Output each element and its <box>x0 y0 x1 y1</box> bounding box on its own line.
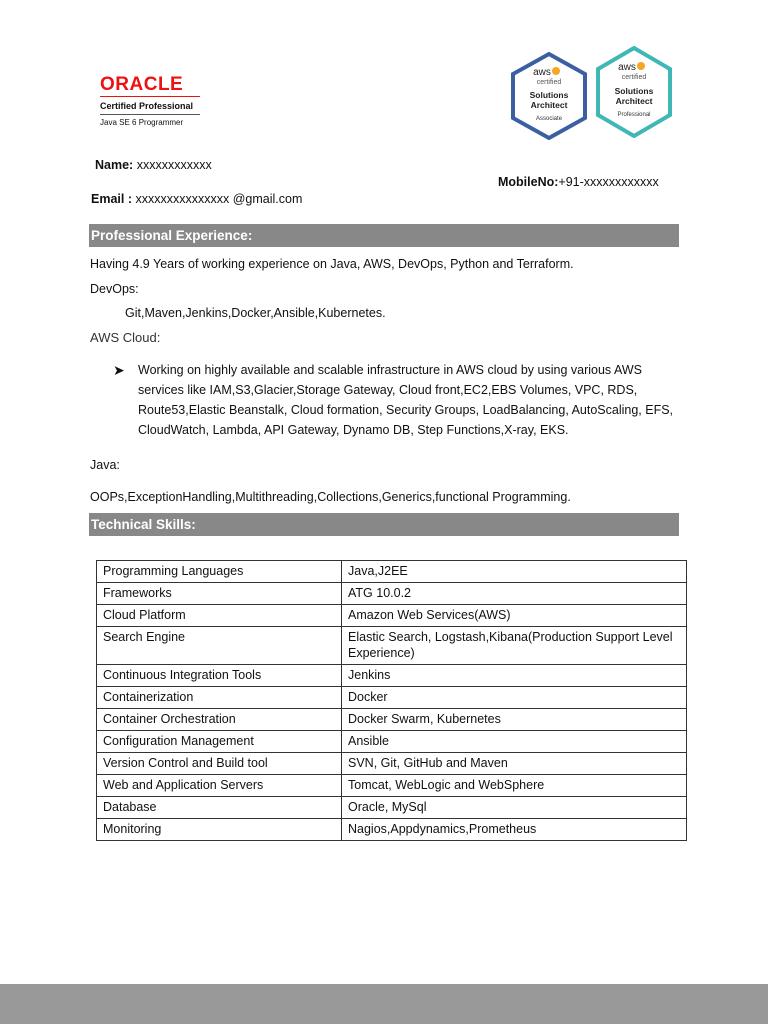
oracle-cert-title: Certified Professional <box>100 101 194 111</box>
skill-value: ATG 10.0.2 <box>342 583 687 605</box>
experience-heading: Professional Experience: <box>89 224 679 247</box>
table-row <box>97 731 687 753</box>
skill-value: Java,J2EE <box>342 561 687 583</box>
skill-category: Version Control and Build tool <box>97 753 342 775</box>
aws-bullet-line-3: Route53,Elastic Beanstalk, Cloud formation, Security Groups, LoadBalancing, AutoScaling, EFS, <box>138 403 674 417</box>
table-row <box>97 709 687 731</box>
skill-value: Docker Swarm, Kubernetes <box>342 709 687 731</box>
aws-cloud-label: AWS Cloud: <box>90 330 161 345</box>
oracle-wordmark: ORACLE <box>100 74 184 95</box>
skill-value: Amazon Web Services(AWS) <box>342 605 687 627</box>
skill-category: Containerization <box>97 687 342 709</box>
skill-category: Web and Application Servers <box>97 775 342 797</box>
table-row <box>97 687 687 709</box>
email-label: Email : <box>91 192 132 206</box>
devops-tools: Git,Maven,Jenkins,Docker,Ansible,Kubernetes. <box>125 306 386 320</box>
badge-certified: certified <box>621 74 647 81</box>
oracle-cert-sub: Java SE 6 Programmer <box>100 118 184 127</box>
skills-table <box>96 560 687 841</box>
table-row <box>97 561 687 583</box>
table-row <box>97 797 687 819</box>
aws-bullet-line-1: Working on highly available and scalable infrastructure in AWS cloud by using various AWS <box>138 363 642 377</box>
skill-value: SVN, Git, GitHub and Maven <box>342 753 687 775</box>
skill-value: Nagios,Appdynamics,Prometheus <box>342 819 687 841</box>
skill-category: Search Engine <box>97 627 342 665</box>
aws-check-icon <box>552 67 560 75</box>
skill-category: Container Orchestration <box>97 709 342 731</box>
table-row <box>97 753 687 775</box>
badge-level: Associate <box>535 116 563 122</box>
java-label: Java: <box>90 458 120 472</box>
skill-category: Configuration Management <box>97 731 342 753</box>
oracle-certified-logo <box>100 76 200 128</box>
name-label: Name: <box>95 158 134 172</box>
skill-category: Continuous Integration Tools <box>97 665 342 687</box>
badge-line1: Solutions <box>529 90 569 100</box>
badge-line1: Solutions <box>614 86 654 96</box>
badge-level: Professional <box>617 112 651 118</box>
skill-category: Cloud Platform <box>97 605 342 627</box>
skills-heading: Technical Skills: <box>89 513 679 536</box>
devops-label: DevOps: <box>90 282 139 296</box>
mobile-value: +91-xxxxxxxxxxxx <box>558 175 659 189</box>
skill-value: Oracle, MySql <box>342 797 687 819</box>
aws-associate-badge <box>510 52 588 140</box>
aws-bullet-line-4: CloudWatch, Lambda, API Gateway, Dynamo DB, Step Functions,X-ray, EKS. <box>138 423 569 437</box>
name-row <box>95 155 212 175</box>
table-row <box>97 605 687 627</box>
mobile-label: MobileNo: <box>498 175 559 189</box>
email-row <box>91 189 302 209</box>
aws-brand-text: aws <box>533 67 551 78</box>
table-row <box>97 665 687 687</box>
skill-category: Programming Languages <box>97 561 342 583</box>
table-row <box>97 775 687 797</box>
skill-value: Tomcat, WebLogic and WebSphere <box>342 775 687 797</box>
skill-category: Frameworks <box>97 583 342 605</box>
aws-bullet-line-2: services like IAM,S3,Glacier,Storage Gateway, Cloud front,EC2,EBS Volumes, VPC, RDS, <box>138 383 638 397</box>
mobile-row <box>498 172 659 192</box>
badge-line2: Architect <box>530 100 568 110</box>
bullet-arrow-icon: ➤ <box>113 362 125 378</box>
email-value: xxxxxxxxxxxxxxx @gmail.com <box>135 192 303 206</box>
badge-line2: Architect <box>615 96 653 106</box>
logo-divider <box>100 96 200 97</box>
skill-category: Monitoring <box>97 819 342 841</box>
aws-brand-text: aws <box>618 62 636 73</box>
name-value: xxxxxxxxxxxx <box>136 158 212 172</box>
skill-value: Ansible <box>342 731 687 753</box>
table-row <box>97 627 687 665</box>
badge-certified: certified <box>536 79 562 86</box>
aws-check-icon <box>637 62 645 70</box>
skill-value: Elastic Search, Logstash,Kibana(Production Support Level Experience) <box>342 627 687 665</box>
table-row <box>97 583 687 605</box>
footer-bar <box>0 984 768 1024</box>
table-row <box>97 819 687 841</box>
skill-category: Database <box>97 797 342 819</box>
logo-divider-2 <box>100 114 200 115</box>
skill-value: Jenkins <box>342 665 687 687</box>
skill-value: Docker <box>342 687 687 709</box>
aws-professional-badge <box>595 46 673 138</box>
java-skills: OOPs,ExceptionHandling,Multithreading,Collections,Generics,functional Programming. <box>90 490 571 504</box>
experience-summary: Having 4.9 Years of working experience on Java, AWS, DevOps, Python and Terraform. <box>90 257 574 271</box>
